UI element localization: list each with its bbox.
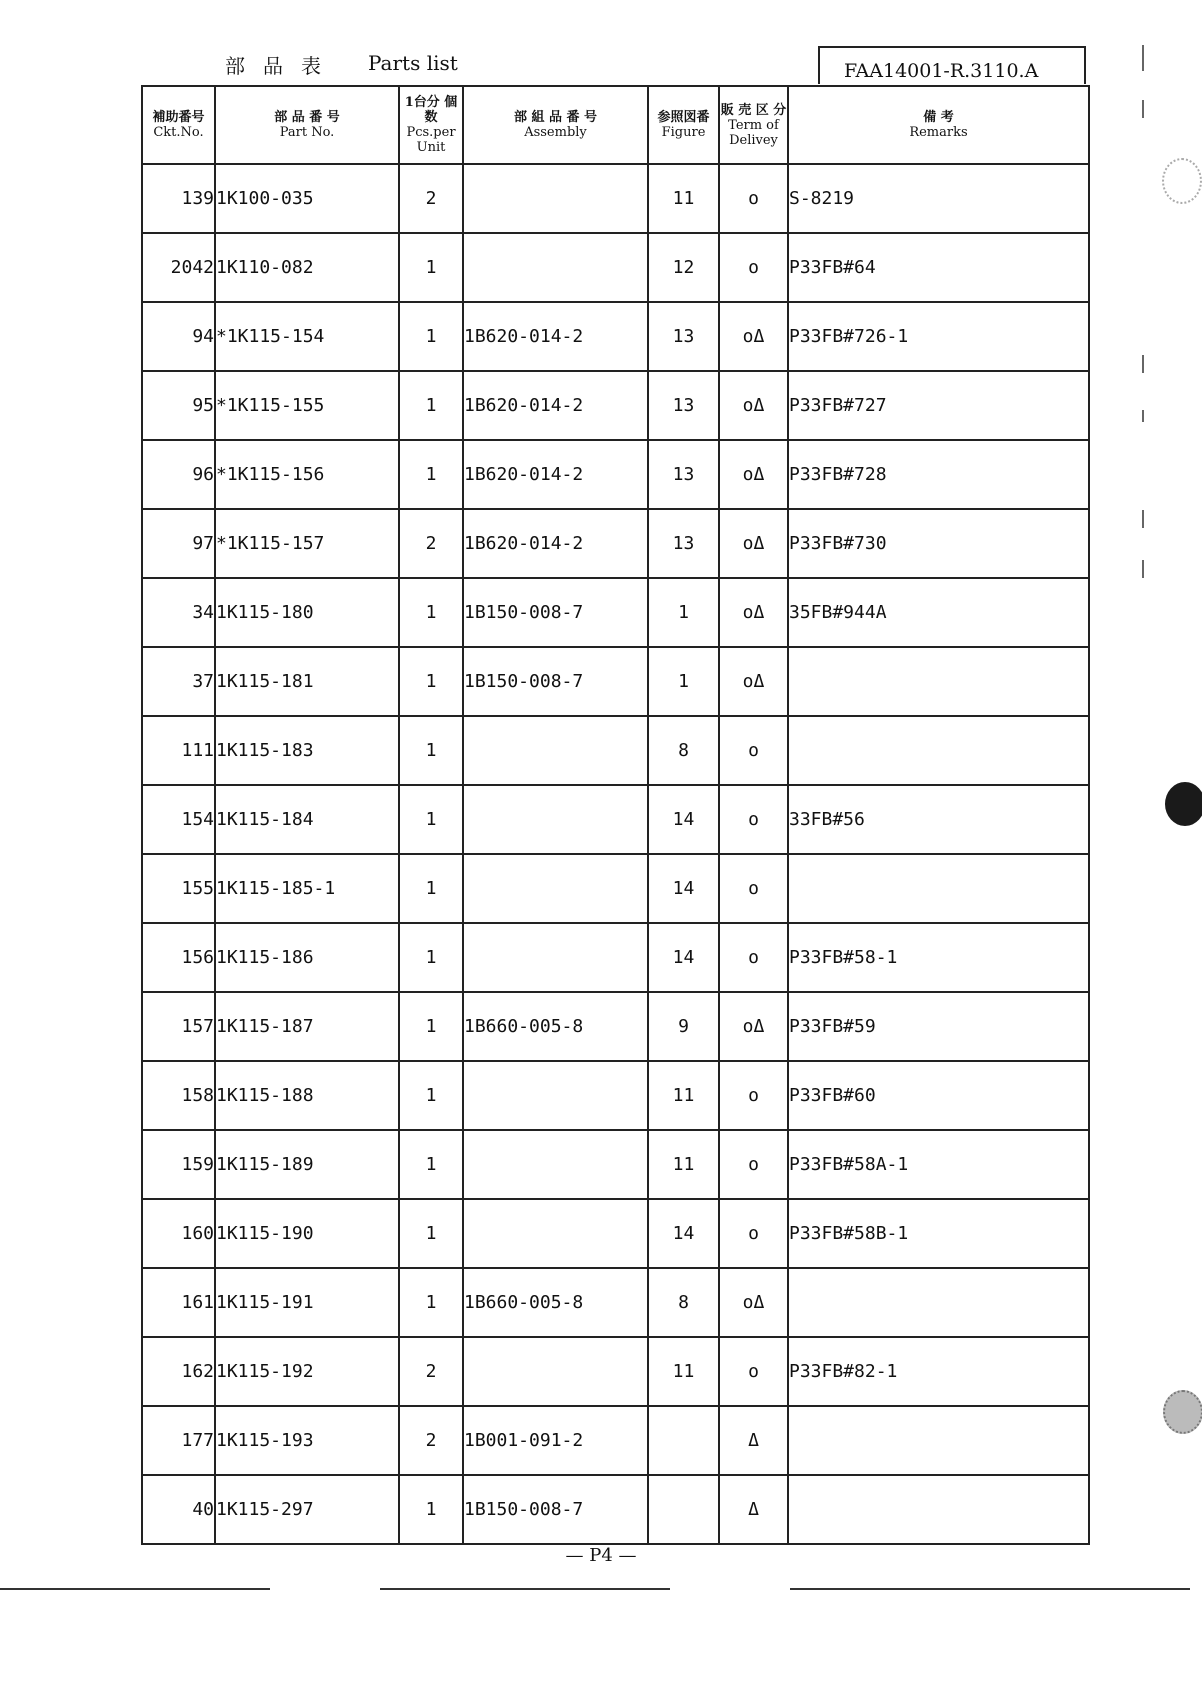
cell-figure: 14 xyxy=(648,785,719,854)
cell-ckt-no: 162 xyxy=(142,1337,215,1406)
cell-remarks: P33FB#59 xyxy=(788,992,1089,1061)
cell-part-no: 1K110-082 xyxy=(215,233,399,302)
cell-pcs-per-unit: 1 xyxy=(399,578,463,647)
table-row xyxy=(142,992,1089,1061)
cell-part-no: *1K115-155 xyxy=(215,371,399,440)
table-row xyxy=(142,302,1089,371)
cell-figure: 14 xyxy=(648,1199,719,1268)
cell-remarks: P33FB#730 xyxy=(788,509,1089,578)
cell-pcs-per-unit: 2 xyxy=(399,1406,463,1475)
cell-term-of-delivery: o xyxy=(719,164,788,233)
cell-pcs-per-unit: 1 xyxy=(399,302,463,371)
cell-figure: 11 xyxy=(648,1337,719,1406)
cell-figure: 14 xyxy=(648,923,719,992)
table-row xyxy=(142,854,1089,923)
cell-assembly: 1B660-005-8 xyxy=(463,1268,648,1337)
cell-assembly xyxy=(463,164,648,233)
cell-figure xyxy=(648,1406,719,1475)
cell-ckt-no: 158 xyxy=(142,1061,215,1130)
cell-term-of-delivery: o xyxy=(719,1199,788,1268)
column-header-ckt: 補助番号 Ckt.No. xyxy=(142,86,215,164)
cell-pcs-per-unit: 2 xyxy=(399,164,463,233)
cell-part-no: 1K115-297 xyxy=(215,1475,399,1544)
cell-part-no: *1K115-154 xyxy=(215,302,399,371)
cell-pcs-per-unit: 1 xyxy=(399,716,463,785)
cell-figure: 11 xyxy=(648,1130,719,1199)
cell-ckt-no: 156 xyxy=(142,923,215,992)
cell-part-no: 1K115-181 xyxy=(215,647,399,716)
cell-remarks xyxy=(788,1268,1089,1337)
punch-hole-mark xyxy=(1162,158,1202,204)
cell-pcs-per-unit: 1 xyxy=(399,854,463,923)
cell-assembly: 1B660-005-8 xyxy=(463,992,648,1061)
table-row xyxy=(142,371,1089,440)
cell-remarks: S-8219 xyxy=(788,164,1089,233)
cell-ckt-no: 94 xyxy=(142,302,215,371)
table-row xyxy=(142,1061,1089,1130)
cell-term-of-delivery: o xyxy=(719,1337,788,1406)
cell-ckt-no: 96 xyxy=(142,440,215,509)
cell-remarks: P33FB#58A-1 xyxy=(788,1130,1089,1199)
cell-part-no: 1K115-188 xyxy=(215,1061,399,1130)
cell-remarks: P33FB#58B-1 xyxy=(788,1199,1089,1268)
table-row xyxy=(142,164,1089,233)
cell-assembly: 1B620-014-2 xyxy=(463,440,648,509)
cell-figure: 13 xyxy=(648,302,719,371)
table-row xyxy=(142,578,1089,647)
cell-pcs-per-unit: 1 xyxy=(399,371,463,440)
page-number: — P4 — xyxy=(565,1545,637,1566)
cell-ckt-no: 139 xyxy=(142,164,215,233)
cell-part-no: 1K115-187 xyxy=(215,992,399,1061)
cell-pcs-per-unit: 1 xyxy=(399,923,463,992)
cell-figure xyxy=(648,1475,719,1544)
cell-figure: 11 xyxy=(648,164,719,233)
cell-remarks: P33FB#60 xyxy=(788,1061,1089,1130)
cell-remarks: P33FB#726-1 xyxy=(788,302,1089,371)
cell-assembly: 1B150-008-7 xyxy=(463,578,648,647)
table-row xyxy=(142,785,1089,854)
cell-term-of-delivery: o xyxy=(719,1130,788,1199)
footer-rule-right xyxy=(790,1588,1190,1590)
cell-term-of-delivery: o xyxy=(719,785,788,854)
cell-part-no: *1K115-156 xyxy=(215,440,399,509)
cell-pcs-per-unit: 1 xyxy=(399,1268,463,1337)
cell-assembly: 1B620-014-2 xyxy=(463,371,648,440)
cell-assembly xyxy=(463,1130,648,1199)
table-row xyxy=(142,233,1089,302)
cell-pcs-per-unit: 1 xyxy=(399,233,463,302)
cell-assembly xyxy=(463,233,648,302)
cell-term-of-delivery: oΔ xyxy=(719,992,788,1061)
margin-mark xyxy=(1142,100,1144,118)
column-header-term: 販 売 区 分 Term of Delivey xyxy=(719,86,788,164)
cell-ckt-no: 155 xyxy=(142,854,215,923)
document-number: FAA14001-R.3110.A xyxy=(818,46,1086,84)
cell-pcs-per-unit: 1 xyxy=(399,1475,463,1544)
column-header-assembly: 部 組 品 番 号 Assembly xyxy=(463,86,648,164)
column-header-remarks: 備 考 Remarks xyxy=(788,86,1089,164)
cell-remarks xyxy=(788,854,1089,923)
cell-figure: 8 xyxy=(648,1268,719,1337)
cell-part-no: 1K115-191 xyxy=(215,1268,399,1337)
cell-remarks: P33FB#82-1 xyxy=(788,1337,1089,1406)
cell-ckt-no: 37 xyxy=(142,647,215,716)
cell-figure: 11 xyxy=(648,1061,719,1130)
cell-term-of-delivery: o xyxy=(719,716,788,785)
cell-figure: 13 xyxy=(648,371,719,440)
cell-part-no: 1K115-192 xyxy=(215,1337,399,1406)
cell-assembly: 1B620-014-2 xyxy=(463,302,648,371)
cell-part-no: 1K115-183 xyxy=(215,716,399,785)
margin-mark xyxy=(1142,410,1144,422)
cell-remarks: P33FB#58-1 xyxy=(788,923,1089,992)
table-row xyxy=(142,1475,1089,1544)
cell-part-no: 1K115-180 xyxy=(215,578,399,647)
margin-mark xyxy=(1142,355,1144,373)
cell-part-no: 1K115-186 xyxy=(215,923,399,992)
cell-pcs-per-unit: 1 xyxy=(399,440,463,509)
punch-hole-mark xyxy=(1165,782,1202,826)
cell-part-no: *1K115-157 xyxy=(215,509,399,578)
page-title: Parts list xyxy=(368,51,458,75)
cell-figure: 1 xyxy=(648,578,719,647)
cell-remarks: 35FB#944A xyxy=(788,578,1089,647)
cell-figure: 9 xyxy=(648,992,719,1061)
cell-term-of-delivery: oΔ xyxy=(719,578,788,647)
cell-term-of-delivery: Δ xyxy=(719,1475,788,1544)
table-row xyxy=(142,1406,1089,1475)
footer-rule-center xyxy=(380,1588,670,1590)
cell-figure: 13 xyxy=(648,440,719,509)
footer-rule-left xyxy=(0,1588,270,1590)
cell-assembly xyxy=(463,1337,648,1406)
cell-term-of-delivery: o xyxy=(719,854,788,923)
cell-pcs-per-unit: 2 xyxy=(399,509,463,578)
margin-mark xyxy=(1142,560,1144,578)
column-header-pcs: 1台分 個 数 Pcs.per Unit xyxy=(399,86,463,164)
cell-remarks xyxy=(788,1406,1089,1475)
parts-table xyxy=(141,85,1090,1545)
cell-remarks xyxy=(788,716,1089,785)
cell-ckt-no: 160 xyxy=(142,1199,215,1268)
cell-ckt-no: 2042 xyxy=(142,233,215,302)
cell-figure: 8 xyxy=(648,716,719,785)
table-row xyxy=(142,440,1089,509)
cell-pcs-per-unit: 2 xyxy=(399,1337,463,1406)
table-row xyxy=(142,1268,1089,1337)
cell-ckt-no: 97 xyxy=(142,509,215,578)
cell-figure: 14 xyxy=(648,854,719,923)
cell-term-of-delivery: o xyxy=(719,923,788,992)
cell-assembly xyxy=(463,785,648,854)
cell-assembly: 1B150-008-7 xyxy=(463,647,648,716)
cell-term-of-delivery: oΔ xyxy=(719,509,788,578)
cell-remarks: P33FB#64 xyxy=(788,233,1089,302)
cell-pcs-per-unit: 1 xyxy=(399,1130,463,1199)
cell-ckt-no: 161 xyxy=(142,1268,215,1337)
cell-assembly xyxy=(463,1199,648,1268)
cell-pcs-per-unit: 1 xyxy=(399,647,463,716)
cell-term-of-delivery: o xyxy=(719,233,788,302)
cell-figure: 1 xyxy=(648,647,719,716)
cell-part-no: 1K115-193 xyxy=(215,1406,399,1475)
cell-term-of-delivery: Δ xyxy=(719,1406,788,1475)
cell-part-no: 1K115-189 xyxy=(215,1130,399,1199)
cell-ckt-no: 159 xyxy=(142,1130,215,1199)
cell-term-of-delivery: oΔ xyxy=(719,1268,788,1337)
table-row xyxy=(142,1130,1089,1199)
cell-assembly xyxy=(463,854,648,923)
margin-mark xyxy=(1142,510,1144,528)
cell-term-of-delivery: o xyxy=(719,1061,788,1130)
cell-pcs-per-unit: 1 xyxy=(399,1061,463,1130)
column-header-part: 部 品 番 号 Part No. xyxy=(215,86,399,164)
table-header-row xyxy=(142,86,1089,164)
cell-pcs-per-unit: 1 xyxy=(399,1199,463,1268)
cell-assembly: 1B150-008-7 xyxy=(463,1475,648,1544)
cell-pcs-per-unit: 1 xyxy=(399,992,463,1061)
cell-figure: 12 xyxy=(648,233,719,302)
cell-pcs-per-unit: 1 xyxy=(399,785,463,854)
cell-term-of-delivery: oΔ xyxy=(719,440,788,509)
cell-remarks xyxy=(788,1475,1089,1544)
cell-figure: 13 xyxy=(648,509,719,578)
cell-term-of-delivery: oΔ xyxy=(719,302,788,371)
cell-assembly xyxy=(463,1061,648,1130)
punch-hole-mark xyxy=(1163,1390,1202,1434)
cell-part-no: 1K115-184 xyxy=(215,785,399,854)
cell-ckt-no: 95 xyxy=(142,371,215,440)
cell-ckt-no: 177 xyxy=(142,1406,215,1475)
margin-mark xyxy=(1142,45,1144,71)
page-title-japanese: 部品表 xyxy=(225,54,339,78)
table-row xyxy=(142,923,1089,992)
cell-ckt-no: 111 xyxy=(142,716,215,785)
cell-part-no: 1K100-035 xyxy=(215,164,399,233)
cell-remarks: 33FB#56 xyxy=(788,785,1089,854)
cell-assembly: 1B001-091-2 xyxy=(463,1406,648,1475)
cell-assembly xyxy=(463,923,648,992)
cell-assembly xyxy=(463,716,648,785)
column-header-figure: 参照図番 Figure xyxy=(648,86,719,164)
cell-remarks: P33FB#728 xyxy=(788,440,1089,509)
cell-term-of-delivery: oΔ xyxy=(719,647,788,716)
cell-remarks xyxy=(788,647,1089,716)
table-row xyxy=(142,1337,1089,1406)
table-row xyxy=(142,716,1089,785)
cell-remarks: P33FB#727 xyxy=(788,371,1089,440)
cell-ckt-no: 157 xyxy=(142,992,215,1061)
cell-part-no: 1K115-190 xyxy=(215,1199,399,1268)
table-row xyxy=(142,1199,1089,1268)
cell-ckt-no: 34 xyxy=(142,578,215,647)
table-row xyxy=(142,647,1089,716)
cell-ckt-no: 154 xyxy=(142,785,215,854)
table-row xyxy=(142,509,1089,578)
cell-ckt-no: 40 xyxy=(142,1475,215,1544)
cell-assembly: 1B620-014-2 xyxy=(463,509,648,578)
cell-term-of-delivery: oΔ xyxy=(719,371,788,440)
cell-part-no: 1K115-185-1 xyxy=(215,854,399,923)
